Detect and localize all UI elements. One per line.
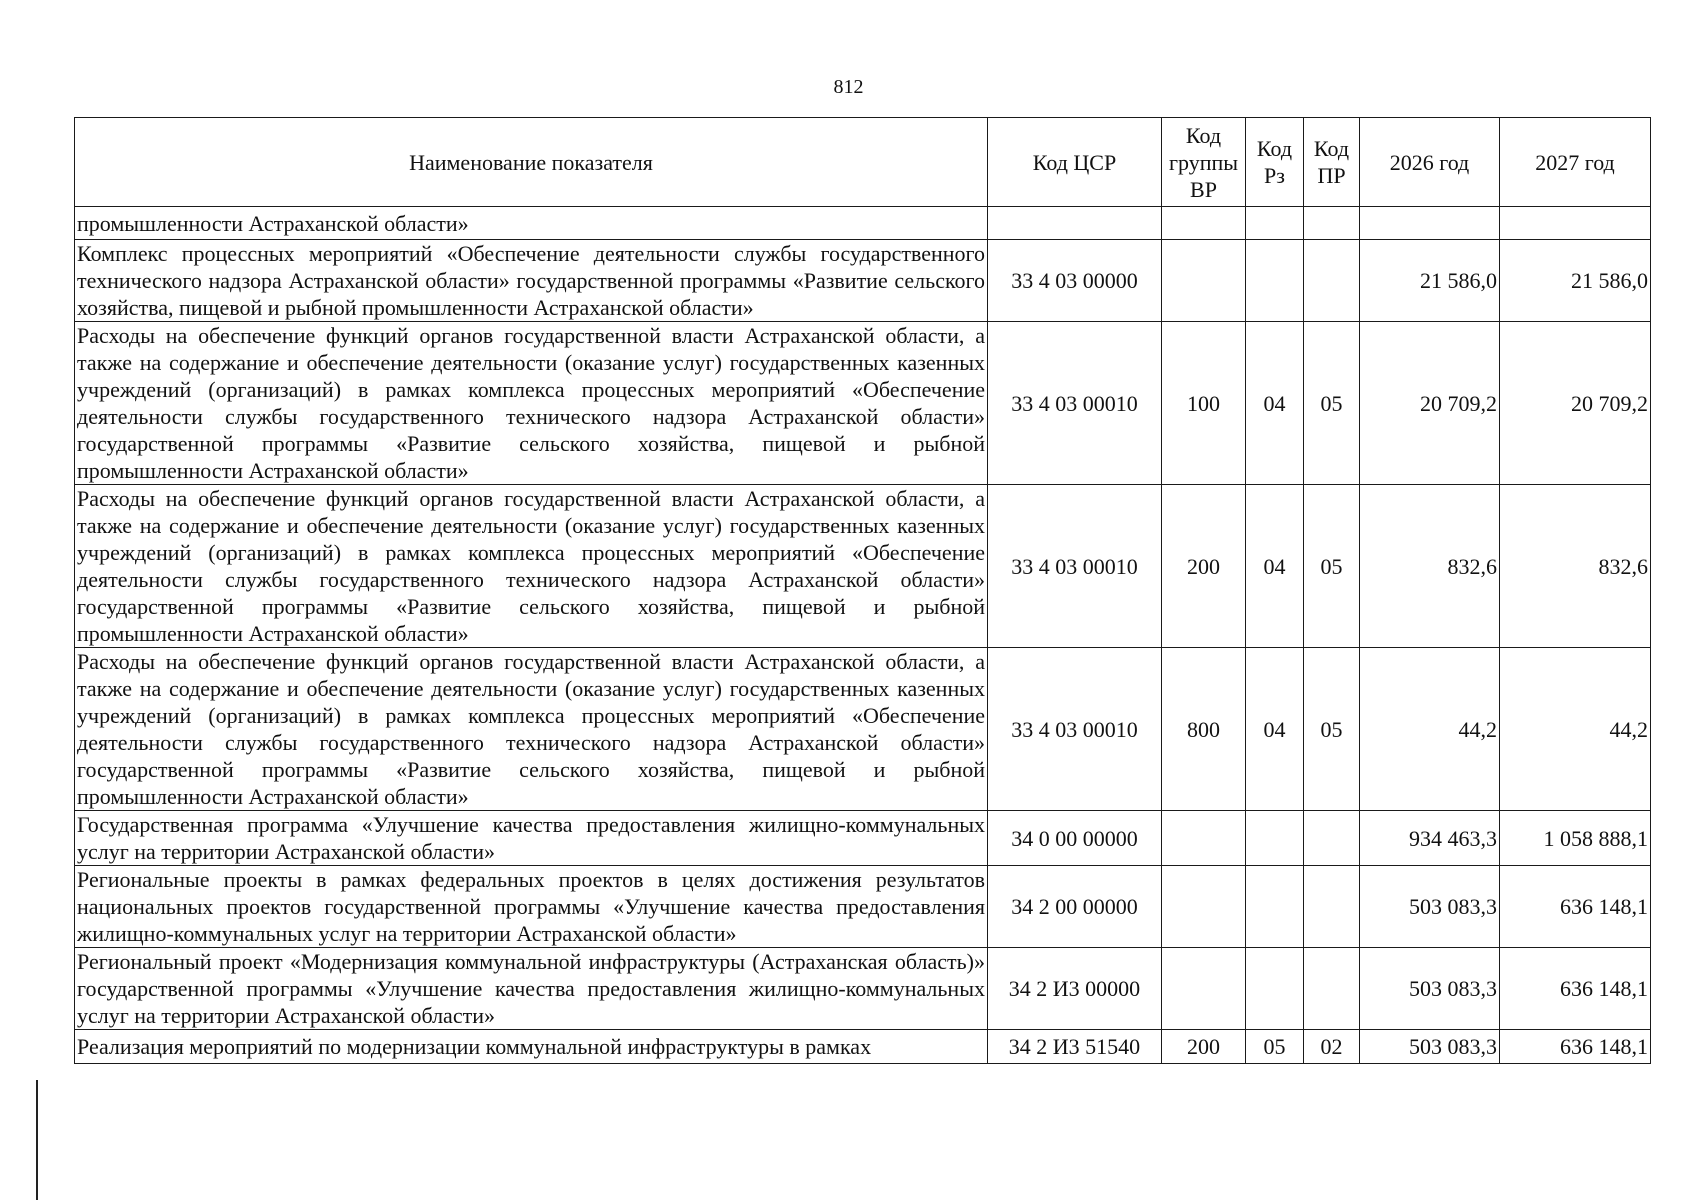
row-name: Расходы на обеспечение функций органов государственной власти Астраханской области, а также на содержание и обеспечение деятельности (оказание услуг) государственных казенных учреждений (организаций) в рамках комплекса процессных мероприятий «Обеспечение деятельности службы государственного технического надзора Астраханской области» государственной программы «Развитие сельского хозяйства, пищевой и рыбной промышленности Астраханской области» [75, 485, 988, 648]
row-csr-code: 33 4 03 00010 [988, 648, 1162, 811]
row-name: Расходы на обеспечение функций органов государственной власти Астраханской области, а также на содержание и обеспечение деятельности (оказание услуг) государственных казенных учреждений (организаций) в рамках комплекса процессных мероприятий «Обеспечение деятельности службы государственного технического надзора Астраханской области» государственной программы «Развитие сельского хозяйства, пищевой и рыбной промышленности Астраханской области» [75, 322, 988, 485]
table-row [75, 1030, 1651, 1064]
row-vr-code [1162, 240, 1246, 322]
header-year-2026: 2026 год [1360, 118, 1500, 207]
row-csr-code: 34 2 И3 00000 [988, 948, 1162, 1030]
row-vr-code: 200 [1162, 1030, 1246, 1064]
header-year-2027: 2027 год [1500, 118, 1651, 207]
row-amount-2026: 44,2 [1360, 648, 1500, 811]
row-csr-code: 34 2 00 00000 [988, 866, 1162, 948]
row-amount-2027 [1500, 207, 1651, 240]
row-pr-code: 05 [1304, 485, 1360, 648]
row-rz-code: 04 [1246, 648, 1304, 811]
row-rz-code [1246, 207, 1304, 240]
row-csr-code: 33 4 03 00010 [988, 322, 1162, 485]
row-csr-code: 34 2 И3 51540 [988, 1030, 1162, 1064]
row-amount-2027: 636 148,1 [1500, 866, 1651, 948]
row-amount-2026: 21 586,0 [1360, 240, 1500, 322]
row-amount-2026: 20 709,2 [1360, 322, 1500, 485]
row-rz-code: 05 [1246, 1030, 1304, 1064]
row-vr-code [1162, 811, 1246, 866]
row-rz-code [1246, 240, 1304, 322]
row-pr-code [1304, 811, 1360, 866]
table-row [75, 240, 1651, 322]
row-csr-code: 34 0 00 00000 [988, 811, 1162, 866]
row-csr-code [988, 207, 1162, 240]
row-csr-code: 33 4 03 00000 [988, 240, 1162, 322]
table-row [75, 322, 1651, 485]
row-name: Региональный проект «Модернизация коммунальной инфраструктуры (Астраханская область)» государственной программы «Улучшение качества предоставления жилищно-коммунальных услуг на территории Астраханской области» [75, 948, 988, 1030]
row-vr-code: 200 [1162, 485, 1246, 648]
row-amount-2026 [1360, 207, 1500, 240]
row-pr-code [1304, 866, 1360, 948]
header-vr-code: Код группы ВР [1162, 118, 1246, 207]
row-pr-code [1304, 240, 1360, 322]
row-amount-2027: 832,6 [1500, 485, 1651, 648]
budget-table [74, 117, 1651, 1064]
row-rz-code: 04 [1246, 322, 1304, 485]
row-amount-2027: 21 586,0 [1500, 240, 1651, 322]
row-pr-code: 02 [1304, 1030, 1360, 1064]
row-amount-2027: 636 148,1 [1500, 948, 1651, 1030]
row-vr-code [1162, 207, 1246, 240]
row-name: Расходы на обеспечение функций органов государственной власти Астраханской области, а также на содержание и обеспечение деятельности (оказание услуг) государственных казенных учреждений (организаций) в рамках комплекса процессных мероприятий «Обеспечение деятельности службы государственного технического надзора Астраханской области» государственной программы «Развитие сельского хозяйства, пищевой и рыбной промышленности Астраханской области» [75, 648, 988, 811]
table-row [75, 485, 1651, 648]
margin-rule [36, 1080, 38, 1200]
row-pr-code: 05 [1304, 322, 1360, 485]
table-row [75, 811, 1651, 866]
row-amount-2026: 934 463,3 [1360, 811, 1500, 866]
row-vr-code: 800 [1162, 648, 1246, 811]
row-vr-code [1162, 866, 1246, 948]
page-number: 812 [833, 76, 864, 98]
header-csr-code: Код ЦСР [988, 118, 1162, 207]
row-rz-code: 04 [1246, 485, 1304, 648]
table-row [75, 207, 1651, 240]
row-amount-2027: 1 058 888,1 [1500, 811, 1651, 866]
row-amount-2026: 503 083,3 [1360, 866, 1500, 948]
header-pr-code: Код ПР [1304, 118, 1360, 207]
header-name: Наименование показателя [75, 118, 988, 207]
row-pr-code: 05 [1304, 648, 1360, 811]
row-pr-code [1304, 207, 1360, 240]
table-body [75, 207, 1651, 1064]
row-name: промышленности Астраханской области» [75, 207, 988, 240]
header-rz-code: Код Рз [1246, 118, 1304, 207]
row-pr-code [1304, 948, 1360, 1030]
row-name: Государственная программа «Улучшение качества предоставления жилищно-коммунальных услуг на территории Астраханской области» [75, 811, 988, 866]
row-amount-2027: 44,2 [1500, 648, 1651, 811]
row-amount-2026: 832,6 [1360, 485, 1500, 648]
table-row [75, 948, 1651, 1030]
row-amount-2026: 503 083,3 [1360, 1030, 1500, 1064]
row-name: Реализация мероприятий по модернизации коммунальной инфраструктуры в рамках [75, 1030, 988, 1064]
row-rz-code [1246, 811, 1304, 866]
row-rz-code [1246, 866, 1304, 948]
table-row [75, 866, 1651, 948]
table-header [75, 118, 1651, 207]
table-row [75, 648, 1651, 811]
row-amount-2027: 636 148,1 [1500, 1030, 1651, 1064]
row-csr-code: 33 4 03 00010 [988, 485, 1162, 648]
header-row [75, 118, 1651, 207]
row-name: Региональные проекты в рамках федеральных проектов в целях достижения результатов национальных проектов государственной программы «Улучшение качества предоставления жилищно-коммунальных услуг на территории Астраханской области» [75, 866, 988, 948]
row-vr-code [1162, 948, 1246, 1030]
row-rz-code [1246, 948, 1304, 1030]
row-vr-code: 100 [1162, 322, 1246, 485]
row-amount-2027: 20 709,2 [1500, 322, 1651, 485]
row-amount-2026: 503 083,3 [1360, 948, 1500, 1030]
row-name: Комплекс процессных мероприятий «Обеспечение деятельности службы государственного технического надзора Астраханской области» государственной программы «Развитие сельского хозяйства, пищевой и рыбной промышленности Астраханской области» [75, 240, 988, 322]
